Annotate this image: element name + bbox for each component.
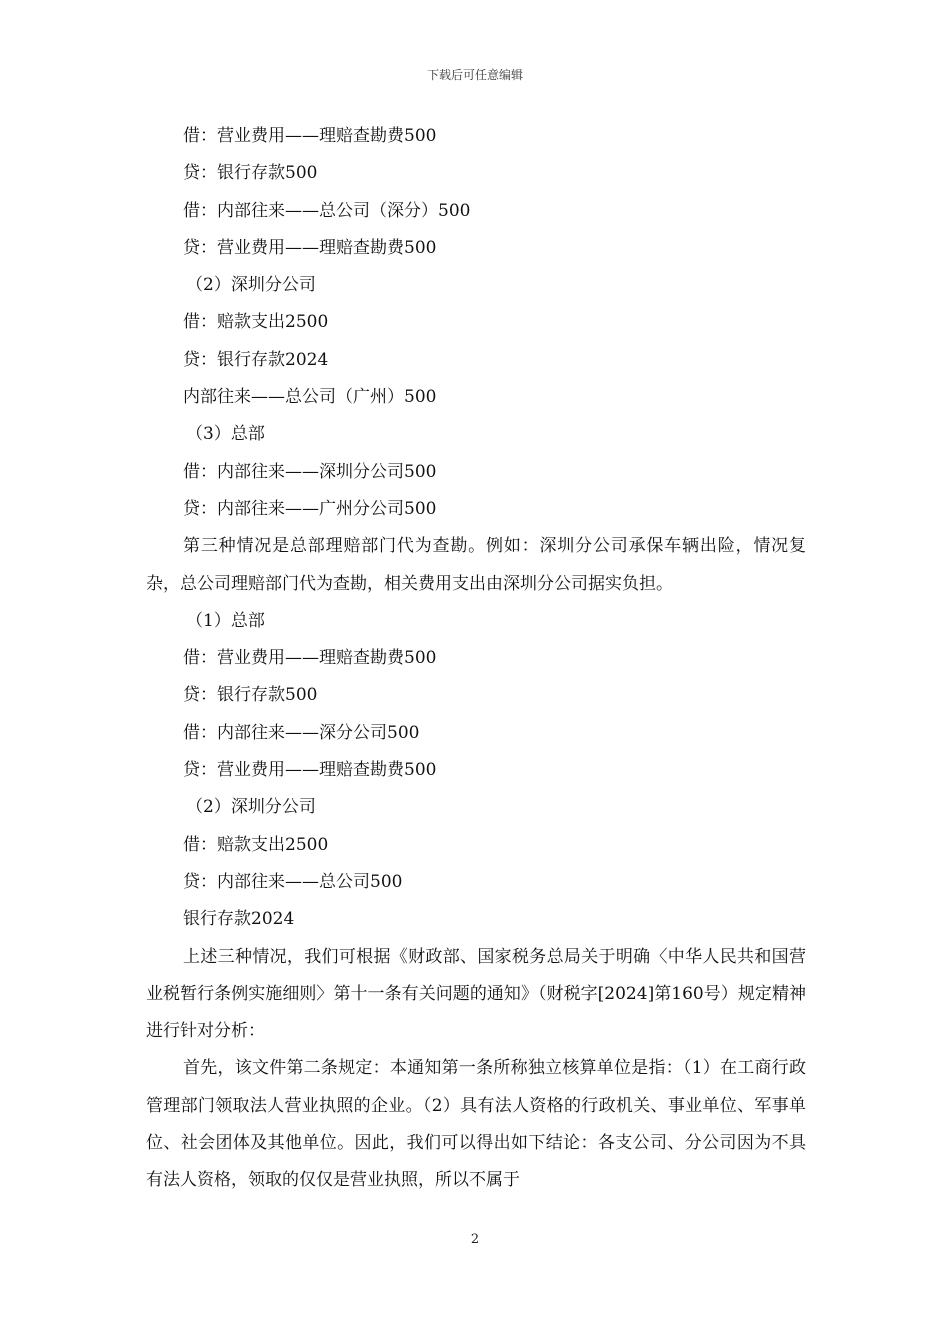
entry-line: 贷：内部往来——广州分公司500: [183, 498, 437, 519]
entry-line: 贷：银行存款2024: [183, 349, 329, 370]
entry-line: 借：赔款支出2500: [183, 834, 329, 855]
entry-line: 内部往来——总公司（广州）500: [183, 387, 437, 408]
entry-line: 贷：营业费用——理赔查勘费500: [183, 760, 437, 781]
entry-line: 借：营业费用——理赔查勘费500: [183, 126, 437, 146]
section-heading: （1）总部: [186, 610, 265, 631]
entry-line: 贷：银行存款500: [183, 163, 318, 184]
entry-line: 借：内部往来——深分公司500: [183, 722, 420, 743]
entry-line: 贷：银行存款500: [183, 685, 318, 706]
document-body: [146, 118, 806, 1200]
entry-line: 银行存款2024: [183, 909, 295, 930]
entry-line: 借：内部往来——总公司（深分）500: [183, 200, 471, 221]
section-heading: （2）深圳分公司: [186, 275, 316, 296]
entry-line: 借：赔款支出2500: [183, 312, 329, 333]
entry-line: 借：营业费用——理赔查勘费500: [183, 648, 437, 669]
paragraph: 上述三种情况，我们可根据《财政部、国家税务总局关于明确〈中华人民共和国营业税暂行条例实施细则〉第十一条有关问题的通知》（财税字[2024]第160号）规定精神进行针对分析：: [146, 946, 806, 1042]
section-heading: （3）总部: [186, 424, 265, 445]
page-number: 2: [470, 1232, 480, 1247]
paragraph: 第三种情况是总部理赔部门代为查勘。例如：深圳分公司承保车辆出险，情况复杂，总公司理赔部门代为查勘，相关费用支出由深圳分公司据实负担。: [146, 536, 806, 594]
entry-line: 贷：营业费用——理赔查勘费500: [183, 237, 437, 258]
paragraph: 首先，该文件第二条规定：本通知第一条所称独立核算单位是指：（1）在工商行政管理部门领取法人营业执照的企业。（2）具有法人资格的行政机关、事业单位、军事单位、社会团体及其他单位。因此，我们可以得出如下结论：各支公司、分公司因为不具有法人资格，领取的仅仅是营业执照，所以不属于: [146, 1058, 806, 1191]
section-heading: （2）深圳分公司: [186, 797, 316, 818]
entry-line: 借：内部往来——深圳分公司500: [183, 461, 437, 482]
page-header: 下载后可任意编辑: [426, 68, 523, 82]
entry-line: 贷：内部往来——总公司500: [183, 871, 403, 892]
